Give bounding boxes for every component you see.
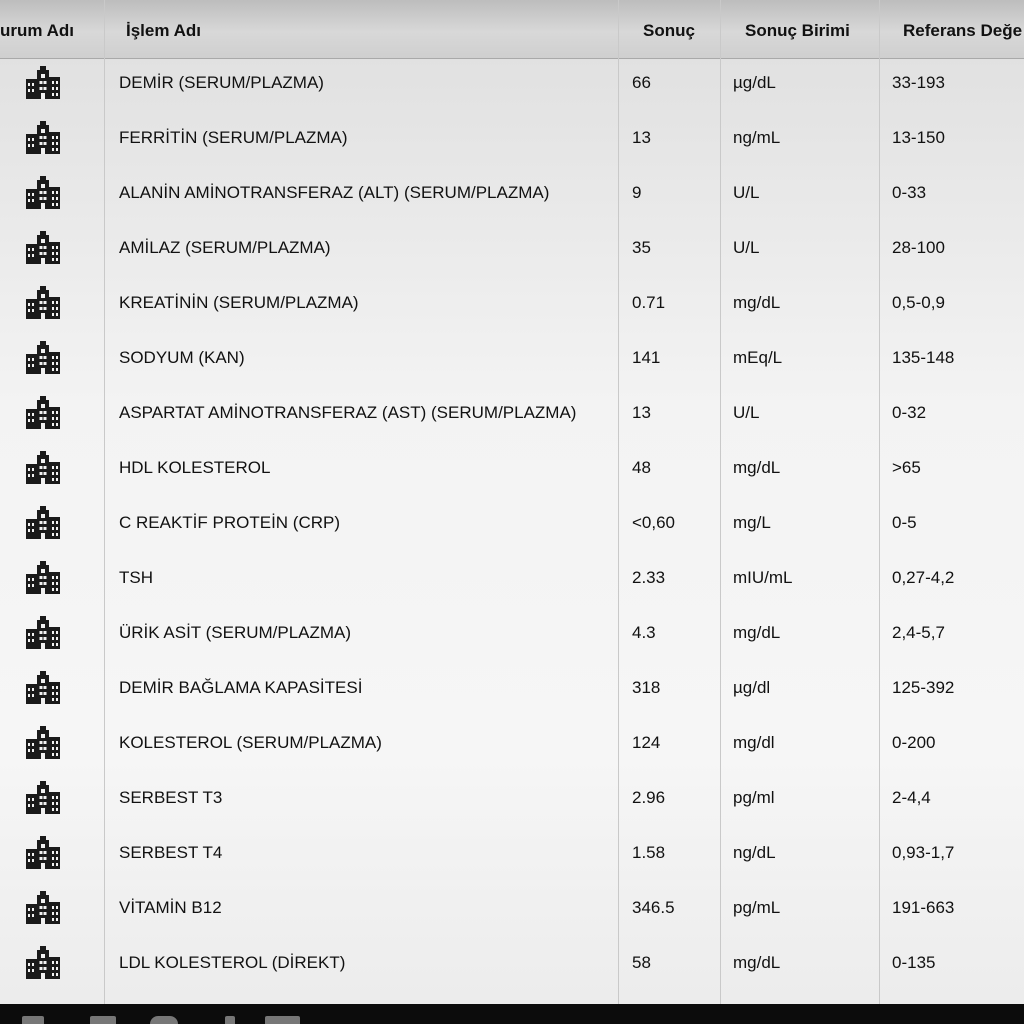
procedure-name-cell: VİTAMİN B12 bbox=[119, 898, 222, 917]
reference-range-cell: 2-4,4 bbox=[892, 788, 931, 807]
table-row[interactable] bbox=[0, 223, 1024, 278]
table-header bbox=[0, 0, 1024, 59]
procedure-name-cell: FERRİTİN (SERUM/PLAZMA) bbox=[119, 128, 348, 147]
column-header-unit[interactable]: Sonuç Birimi bbox=[745, 21, 850, 40]
result-unit-cell: mEq/L bbox=[733, 348, 783, 367]
column-header-reference[interactable]: Referans Değe bbox=[903, 21, 1023, 40]
procedure-name-cell: C REAKTİF PROTEİN (CRP) bbox=[119, 513, 341, 532]
result-value-cell: 35 bbox=[632, 238, 651, 257]
table-row[interactable] bbox=[0, 168, 1024, 223]
result-value-cell: 13 bbox=[632, 128, 651, 147]
table-row[interactable] bbox=[0, 663, 1024, 718]
table-row[interactable] bbox=[0, 443, 1024, 498]
reference-range-cell: 0-200 bbox=[892, 733, 936, 752]
result-value-cell: 13 bbox=[632, 403, 651, 422]
result-unit-cell: mg/L bbox=[733, 513, 771, 532]
column-header-result[interactable]: Sonuç bbox=[643, 21, 695, 40]
reference-range-cell: 135-148 bbox=[892, 348, 955, 367]
result-unit-cell: mg/dl bbox=[733, 733, 775, 752]
procedure-name-cell: SERBEST T4 bbox=[119, 843, 223, 862]
result-unit-cell: pg/ml bbox=[733, 788, 775, 807]
table-row[interactable] bbox=[0, 333, 1024, 388]
building-icon[interactable] bbox=[25, 616, 61, 652]
result-value-cell: 141 bbox=[632, 348, 661, 367]
building-icon[interactable] bbox=[25, 781, 61, 817]
reference-range-cell: 0-5 bbox=[892, 513, 917, 532]
procedure-name-cell: DEMİR (SERUM/PLAZMA) bbox=[119, 73, 324, 92]
taskbar-item[interactable] bbox=[265, 1016, 300, 1024]
column-header-status[interactable]: urum Adı bbox=[0, 21, 74, 40]
table-row[interactable] bbox=[0, 718, 1024, 773]
procedure-name-cell: ÜRİK ASİT (SERUM/PLAZMA) bbox=[119, 623, 352, 642]
result-unit-cell: U/L bbox=[733, 238, 760, 257]
procedure-name-cell: TSH bbox=[119, 568, 153, 587]
reference-range-cell: 13-150 bbox=[892, 128, 945, 147]
reference-range-cell: 191-663 bbox=[892, 898, 955, 917]
table-row[interactable] bbox=[0, 773, 1024, 828]
reference-range-cell: 0-135 bbox=[892, 953, 936, 972]
result-unit-cell: mg/dL bbox=[733, 458, 781, 477]
reference-range-cell: 0-33 bbox=[892, 183, 927, 202]
reference-range-cell: 0-32 bbox=[892, 403, 927, 422]
result-value-cell: 48 bbox=[632, 458, 651, 477]
table-row[interactable] bbox=[0, 58, 1024, 113]
table-row[interactable] bbox=[0, 113, 1024, 168]
procedure-name-cell: DEMİR BAĞLAMA KAPASİTESİ bbox=[119, 678, 363, 697]
result-unit-cell: mg/dL bbox=[733, 953, 781, 972]
result-value-cell: 4.3 bbox=[632, 623, 656, 642]
table-row[interactable] bbox=[0, 883, 1024, 938]
result-value-cell: 346.5 bbox=[632, 898, 675, 917]
result-unit-cell: pg/mL bbox=[733, 898, 781, 917]
result-unit-cell: mIU/mL bbox=[733, 568, 793, 587]
taskbar-item[interactable] bbox=[22, 1016, 44, 1024]
result-unit-cell: U/L bbox=[733, 183, 760, 202]
result-unit-cell: U/L bbox=[733, 403, 760, 422]
reference-range-cell: 125-392 bbox=[892, 678, 955, 697]
table-row[interactable] bbox=[0, 278, 1024, 333]
procedure-name-cell: AMİLAZ (SERUM/PLAZMA) bbox=[119, 238, 331, 257]
result-value-cell: 318 bbox=[632, 678, 661, 697]
reference-range-cell: 0,5-0,9 bbox=[892, 293, 945, 312]
reference-range-cell: >65 bbox=[892, 458, 921, 477]
result-value-cell: 58 bbox=[632, 953, 651, 972]
procedure-name-cell: KREATİNİN (SERUM/PLAZMA) bbox=[119, 293, 359, 312]
building-icon[interactable] bbox=[25, 506, 61, 542]
procedure-name-cell: SERBEST T3 bbox=[119, 788, 223, 807]
building-icon[interactable] bbox=[25, 231, 61, 267]
taskbar-item[interactable] bbox=[150, 1016, 178, 1024]
result-unit-cell: mg/dL bbox=[733, 293, 781, 312]
building-icon[interactable] bbox=[25, 66, 61, 102]
result-value-cell: 9 bbox=[632, 183, 642, 202]
building-icon[interactable] bbox=[25, 891, 61, 927]
table-row[interactable] bbox=[0, 553, 1024, 608]
result-unit-cell: µg/dL bbox=[733, 73, 776, 92]
building-icon[interactable] bbox=[25, 561, 61, 597]
procedure-name-cell: LDL KOLESTEROL (DİREKT) bbox=[119, 953, 346, 972]
result-value-cell: 124 bbox=[632, 733, 661, 752]
result-unit-cell: mg/dL bbox=[733, 623, 781, 642]
result-value-cell: 1.58 bbox=[632, 843, 666, 862]
table-row[interactable] bbox=[0, 388, 1024, 443]
building-icon[interactable] bbox=[25, 726, 61, 762]
column-header-procedure[interactable]: İşlem Adı bbox=[126, 21, 201, 40]
result-value-cell: 2.33 bbox=[632, 568, 666, 587]
procedure-name-cell: HDL KOLESTEROL bbox=[119, 458, 271, 477]
result-value-cell: 66 bbox=[632, 73, 651, 92]
building-icon[interactable] bbox=[25, 176, 61, 212]
table-row[interactable] bbox=[0, 498, 1024, 553]
reference-range-cell: 28-100 bbox=[892, 238, 945, 257]
reference-range-cell: 0,93-1,7 bbox=[892, 843, 955, 862]
procedure-name-cell: ALANİN AMİNOTRANSFERAZ (ALT) (SERUM/PLAZMA) bbox=[119, 183, 550, 202]
building-icon[interactable] bbox=[25, 121, 61, 157]
table-row[interactable] bbox=[0, 828, 1024, 883]
building-icon[interactable] bbox=[25, 671, 61, 707]
building-icon[interactable] bbox=[25, 396, 61, 432]
procedure-name-cell: KOLESTEROL (SERUM/PLAZMA) bbox=[119, 733, 382, 752]
result-value-cell: 2.96 bbox=[632, 788, 666, 807]
building-icon[interactable] bbox=[25, 946, 61, 982]
result-unit-cell: ng/dL bbox=[733, 843, 776, 862]
table-row[interactable] bbox=[0, 608, 1024, 663]
reference-range-cell: 0,27-4,2 bbox=[892, 568, 955, 587]
building-icon[interactable] bbox=[25, 451, 61, 487]
taskbar-item[interactable] bbox=[225, 1016, 235, 1024]
procedure-name-cell: SODYUM (KAN) bbox=[119, 348, 245, 367]
taskbar bbox=[0, 1004, 1024, 1024]
result-value-cell: 0.71 bbox=[632, 293, 666, 312]
building-icon[interactable] bbox=[25, 341, 61, 377]
building-icon[interactable] bbox=[25, 836, 61, 872]
table-row[interactable] bbox=[0, 938, 1024, 993]
reference-range-cell: 33-193 bbox=[892, 73, 945, 92]
result-unit-cell: µg/dl bbox=[733, 678, 771, 697]
taskbar-item[interactable] bbox=[90, 1016, 116, 1024]
result-unit-cell: ng/mL bbox=[733, 128, 781, 147]
building-icon[interactable] bbox=[25, 286, 61, 322]
reference-range-cell: 2,4-5,7 bbox=[892, 623, 945, 642]
procedure-name-cell: ASPARTAT AMİNOTRANSFERAZ (AST) (SERUM/PLAZMA) bbox=[119, 403, 577, 422]
result-value-cell: <0,60 bbox=[632, 513, 676, 532]
